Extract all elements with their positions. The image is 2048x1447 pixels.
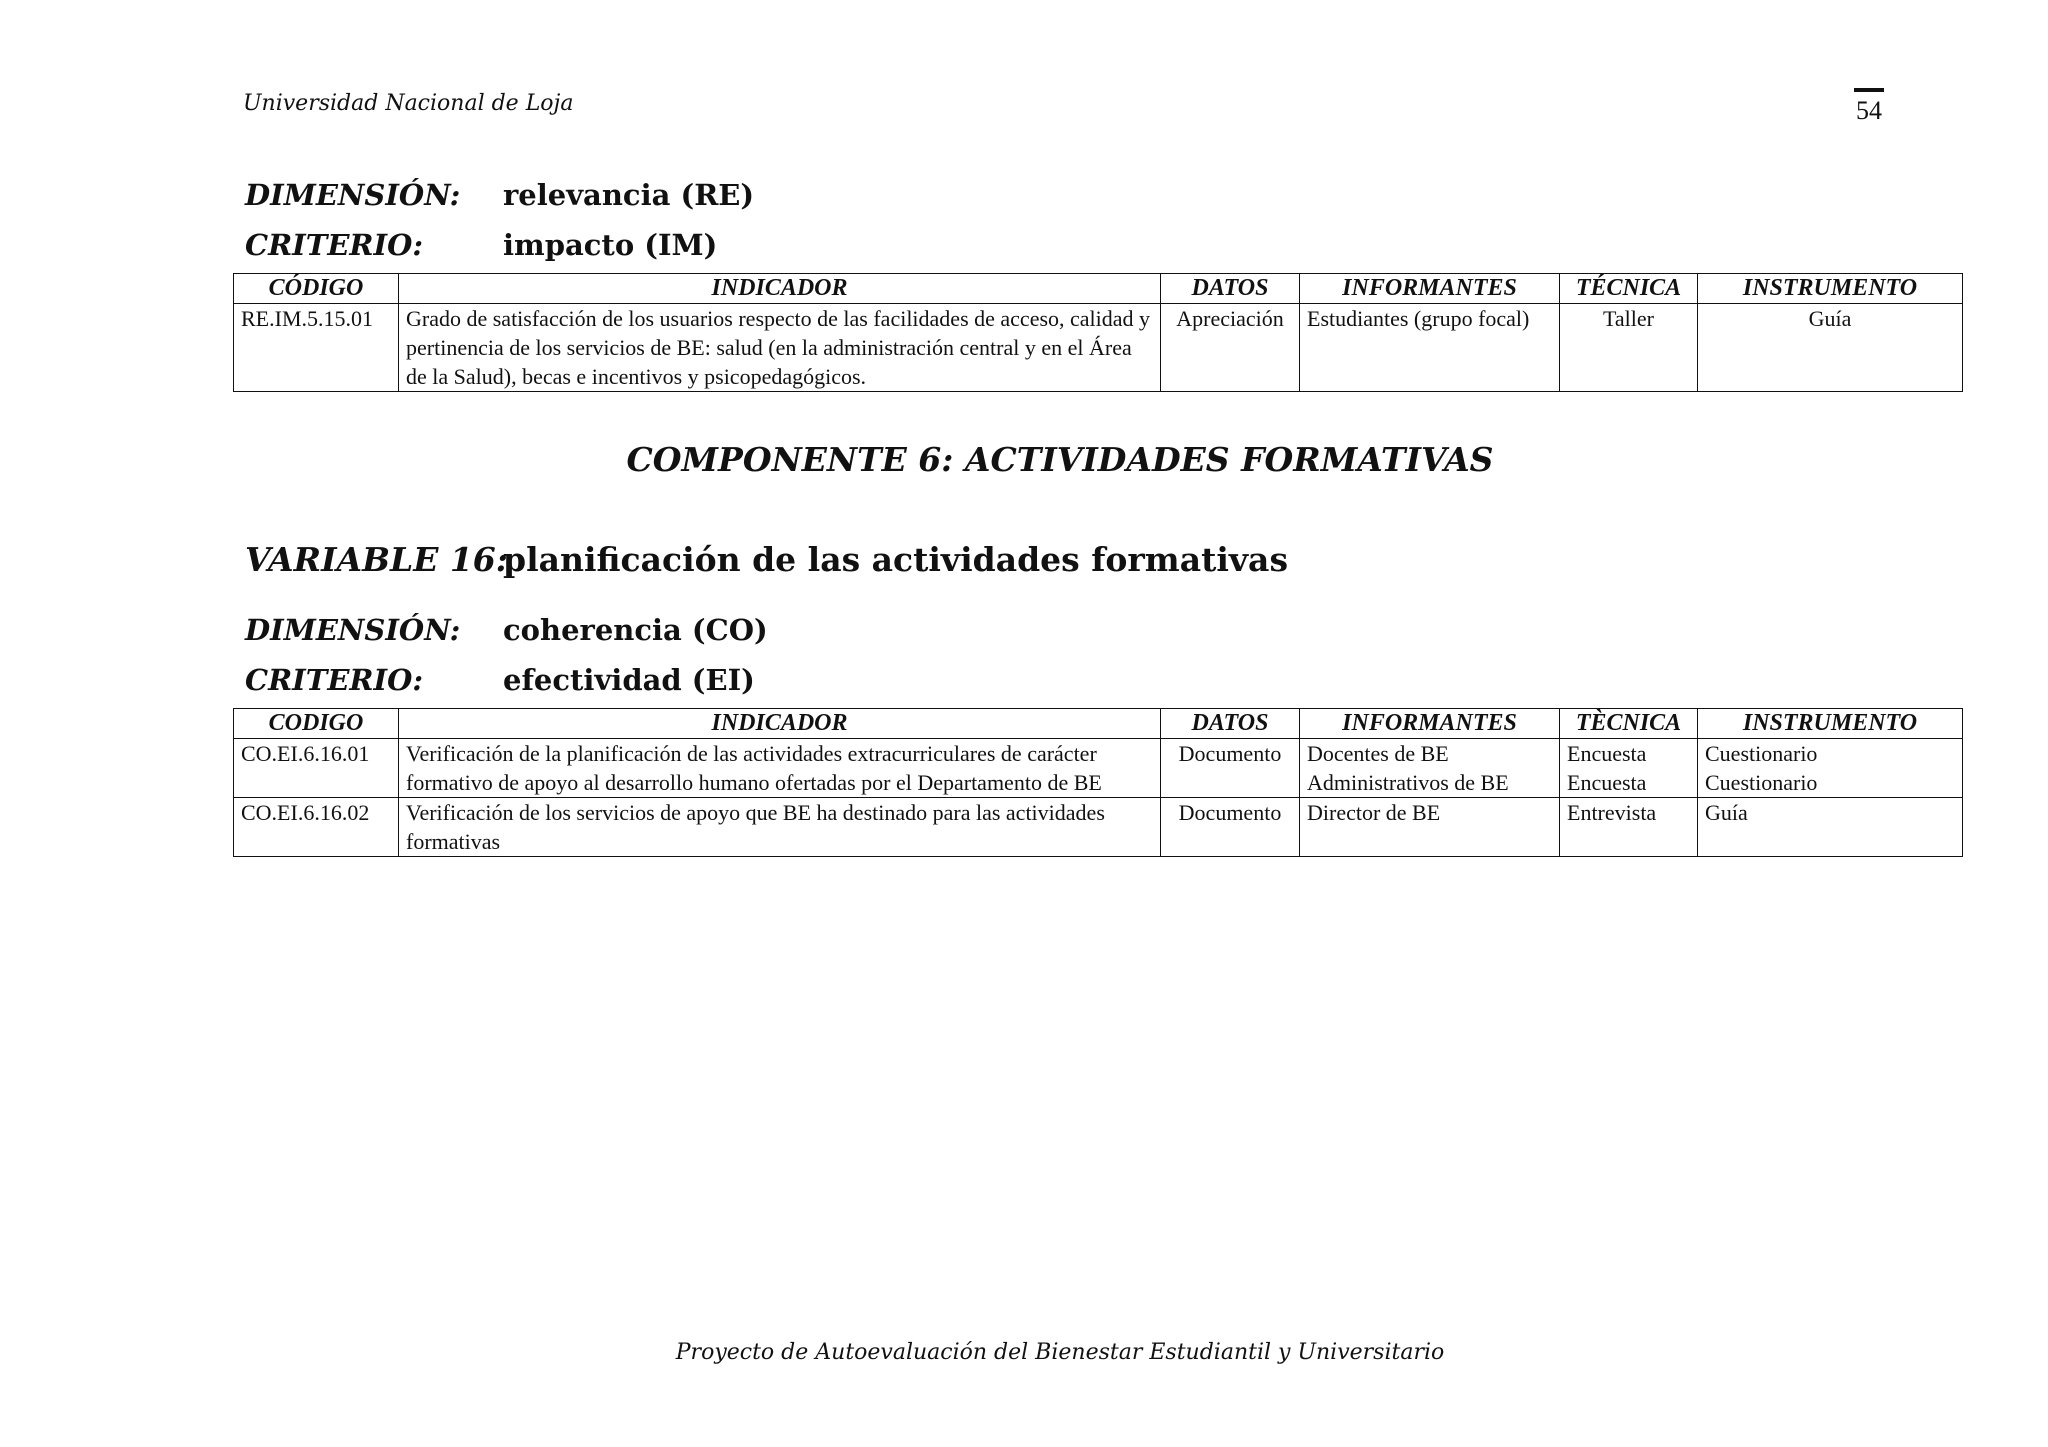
- column-header-code: CODIGO: [234, 709, 399, 739]
- cell-data: Apreciación: [1161, 304, 1300, 392]
- table-row: [234, 304, 1963, 392]
- informant-item: Administrativos de BE: [1307, 770, 1509, 795]
- criterion-label: CRITERIO:: [245, 663, 424, 697]
- variable-value: planificación de las actividades formativas: [503, 540, 1289, 579]
- cell-code: RE.IM.5.15.01: [234, 304, 399, 392]
- table-header-row: [234, 274, 1963, 304]
- cell-informants: Director de BE: [1300, 798, 1560, 857]
- indicator-table-2: [233, 708, 1963, 857]
- variable-label: VARIABLE 16:: [245, 540, 508, 579]
- informant-item: Docentes de BE: [1307, 741, 1449, 766]
- cell-data: Documento: [1161, 798, 1300, 857]
- column-header-indicator: INDICADOR: [399, 274, 1161, 304]
- column-header-indicator: INDICADOR: [399, 709, 1161, 739]
- cell-instrument: [1698, 739, 1963, 798]
- instrument-item: Cuestionario: [1705, 741, 1818, 766]
- page-number-bar: [1854, 88, 1884, 92]
- instrument-item: Cuestionario: [1705, 770, 1818, 795]
- footer-text: Proyecto de Autoevaluación del Bienestar Estudiantil y Universitario: [675, 1340, 1445, 1365]
- dimension-label: DIMENSIÓN:: [245, 178, 461, 212]
- cell-informants: [1300, 739, 1560, 798]
- criterion-value: efectividad (EI): [503, 663, 755, 697]
- table-row: [234, 739, 1963, 798]
- cell-instrument: Guía: [1698, 304, 1963, 392]
- dimension-value: coherencia (CO): [503, 613, 768, 647]
- dimension-label: DIMENSIÓN:: [245, 613, 461, 647]
- column-header-code: CÓDIGO: [234, 274, 399, 304]
- column-header-instrument: INSTRUMENTO: [1698, 274, 1963, 304]
- column-header-informants: INFORMANTES: [1300, 274, 1560, 304]
- technique-item: Encuesta: [1567, 741, 1647, 766]
- criterion-label: CRITERIO:: [245, 228, 424, 262]
- component-title: COMPONENTE 6: ACTIVIDADES FORMATIVAS: [626, 440, 1494, 479]
- cell-informants: Estudiantes (grupo focal): [1300, 304, 1560, 392]
- technique-item: Encuesta: [1567, 770, 1647, 795]
- cell-code: CO.EI.6.16.01: [234, 739, 399, 798]
- cell-technique: Entrevista: [1560, 798, 1698, 857]
- column-header-technique: TÈCNICA: [1560, 709, 1698, 739]
- column-header-instrument: INSTRUMENTO: [1698, 709, 1963, 739]
- indicator-table-1: [233, 273, 1963, 392]
- header-institution: Universidad Nacional de Loja: [243, 91, 574, 116]
- table-row: [234, 798, 1963, 857]
- cell-indicator: Grado de satisfacción de los usuarios respecto de las facilidades de acceso, calidad y pertinencia de los servicios de BE: salud (en la administración central y en el Área de la Salud), becas e incentivos y psicopedagógicos.: [399, 304, 1161, 392]
- page-number-block: [1853, 88, 1885, 126]
- dimension-value: relevancia (RE): [503, 178, 755, 212]
- criterion-value: impacto (IM): [503, 228, 718, 262]
- cell-indicator: Verificación de la planificación de las actividades extracurriculares de carácter formativo de apoyo al desarrollo humano ofertadas por el Departamento de BE: [399, 739, 1161, 798]
- page-number: 54: [1856, 96, 1882, 125]
- cell-code: CO.EI.6.16.02: [234, 798, 399, 857]
- table-header-row: [234, 709, 1963, 739]
- column-header-data: DATOS: [1161, 274, 1300, 304]
- cell-technique: [1560, 739, 1698, 798]
- cell-technique: Taller: [1560, 304, 1698, 392]
- column-header-technique: TÉCNICA: [1560, 274, 1698, 304]
- cell-indicator: Verificación de los servicios de apoyo que BE ha destinado para las actividades formativas: [399, 798, 1161, 857]
- column-header-informants: INFORMANTES: [1300, 709, 1560, 739]
- column-header-data: DATOS: [1161, 709, 1300, 739]
- cell-data: Documento: [1161, 739, 1300, 798]
- cell-instrument: Guía: [1698, 798, 1963, 857]
